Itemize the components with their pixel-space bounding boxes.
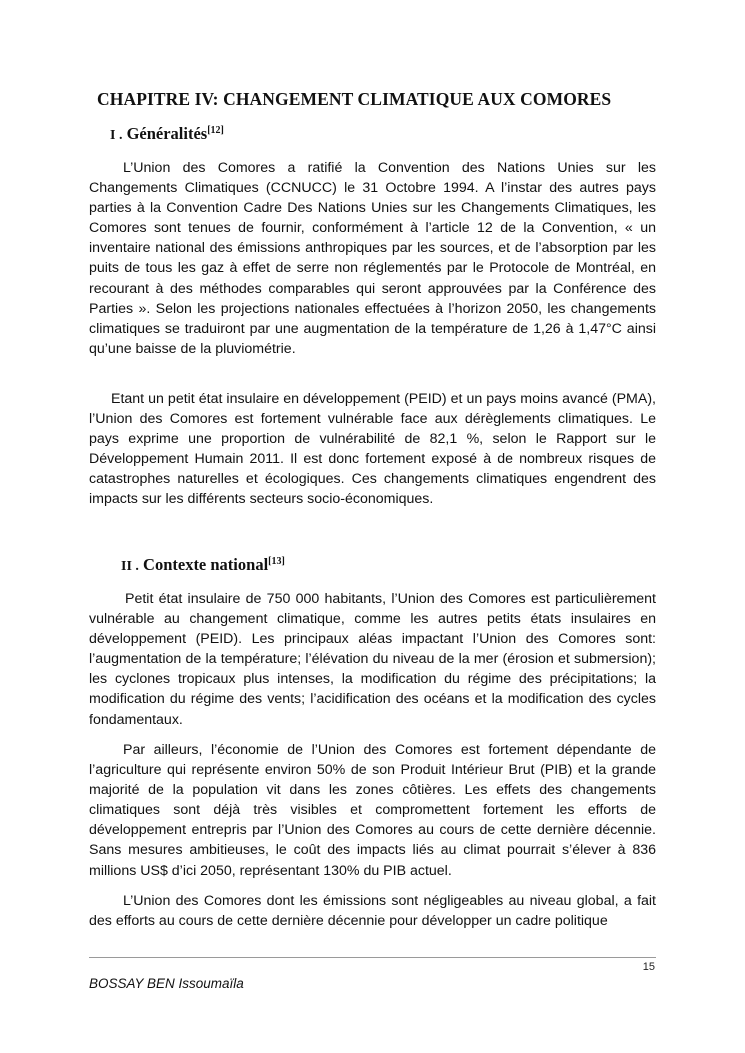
section-reference: [12] (207, 125, 224, 136)
chapter-title: CHAPITRE IV: CHANGEMENT CLIMATIQUE AUX COMORES (97, 89, 612, 109)
footer-divider (89, 957, 656, 958)
paragraph-text: Par ailleurs, l’économie de l’Union des Comores est fortement dépendante de l’agriculture qui représente environ 50% de son Produit Intérieur Brut (PIB) et la grande majorité de la population vit dans les zones côtières. Les effets des changements climatiques sont déjà très visibles et compromettent fortement les efforts de développement entrepris par l’Union des Comores au cours de cette dernière décennie. Sans mesures ambitieuses, le coût des impacts liés au climat pourrait s’élever à 836 millions US$ d’ici 2050, représentant 130% du PIB actuel. (89, 742, 656, 879)
section-number: II . (121, 559, 139, 574)
paragraph (89, 389, 656, 510)
section-title: Contexte national (143, 555, 269, 574)
section-number: I . (110, 128, 123, 143)
section-title: Généralités (126, 124, 208, 143)
paragraph-text: Petit état insulaire de 750 000 habitants, l’Union des Comores est particulièrement vulnérable au changement climatique, comme les autres petits états insulaires en développement (PEID). Les principaux aléas impactant l’Union des Comores sont: l’augmentation de la température; l’élévation du niveau de la mer (érosion et submersion); les cyclones tropicaux plus intenses, la modification du régime des précipitations; la modification du régime des vents; l’acidification des océans et la modification des cycles fondamentaux. (89, 591, 656, 728)
paragraph (89, 891, 656, 931)
paragraph-text: Etant un petit état insulaire en développement (PEID) et un pays moins avancé (PMA), l’Union des Comores est fortement vulnérable face aux dérèglements climatiques. Le pays exprime une proportion de vulnérabilité de 82,1 %, selon le Rapport sur le Développement Humain 2011. Il est donc fortement exposé à de nombreux risques de catastrophes naturelles et écologiques. Ces changements climatiques engendrent des impacts sur les différents secteurs socio-économiques. (89, 391, 656, 508)
paragraph (89, 158, 656, 359)
paragraph (89, 589, 656, 730)
section-heading-generalites (110, 124, 224, 144)
footer-author: BOSSAY BEN Issoumaïla (89, 976, 244, 991)
page-number: 15 (642, 961, 655, 973)
paragraph-text: L’Union des Comores a ratifié la Convention des Nations Unies sur les Changements Climatiques (CCNUCC) le 31 Octobre 1994. A l’instar des autres pays parties à la Convention Cadre Des Nations Unies sur les Changements Climatiques, les Comores sont tenues de fournir, conformément à l’article 12 de la Convention, « un inventaire national des émissions anthropiques par les sources, et de l’absorption par les puits de tous les gaz à effet de serre non réglementés par le Protocole de Montréal, en recourant à des méthodes comparables qui seront approuvées par la Conférence des Parties ». Selon les projections nationales effectuées à l’horizon 2050, les changements climatiques se traduiront par une augmentation de la température de 1,26 à 1,47°C ainsi qu’une baisse de la pluviométrie. (89, 160, 656, 357)
section-heading-contexte-national (121, 555, 285, 575)
section-reference: [13] (268, 556, 285, 567)
paragraph (89, 740, 656, 881)
paragraph-text: L’Union des Comores dont les émissions sont négligeables au niveau global, a fait des efforts au cours de cette dernière décennie pour développer un cadre politique (89, 893, 656, 930)
